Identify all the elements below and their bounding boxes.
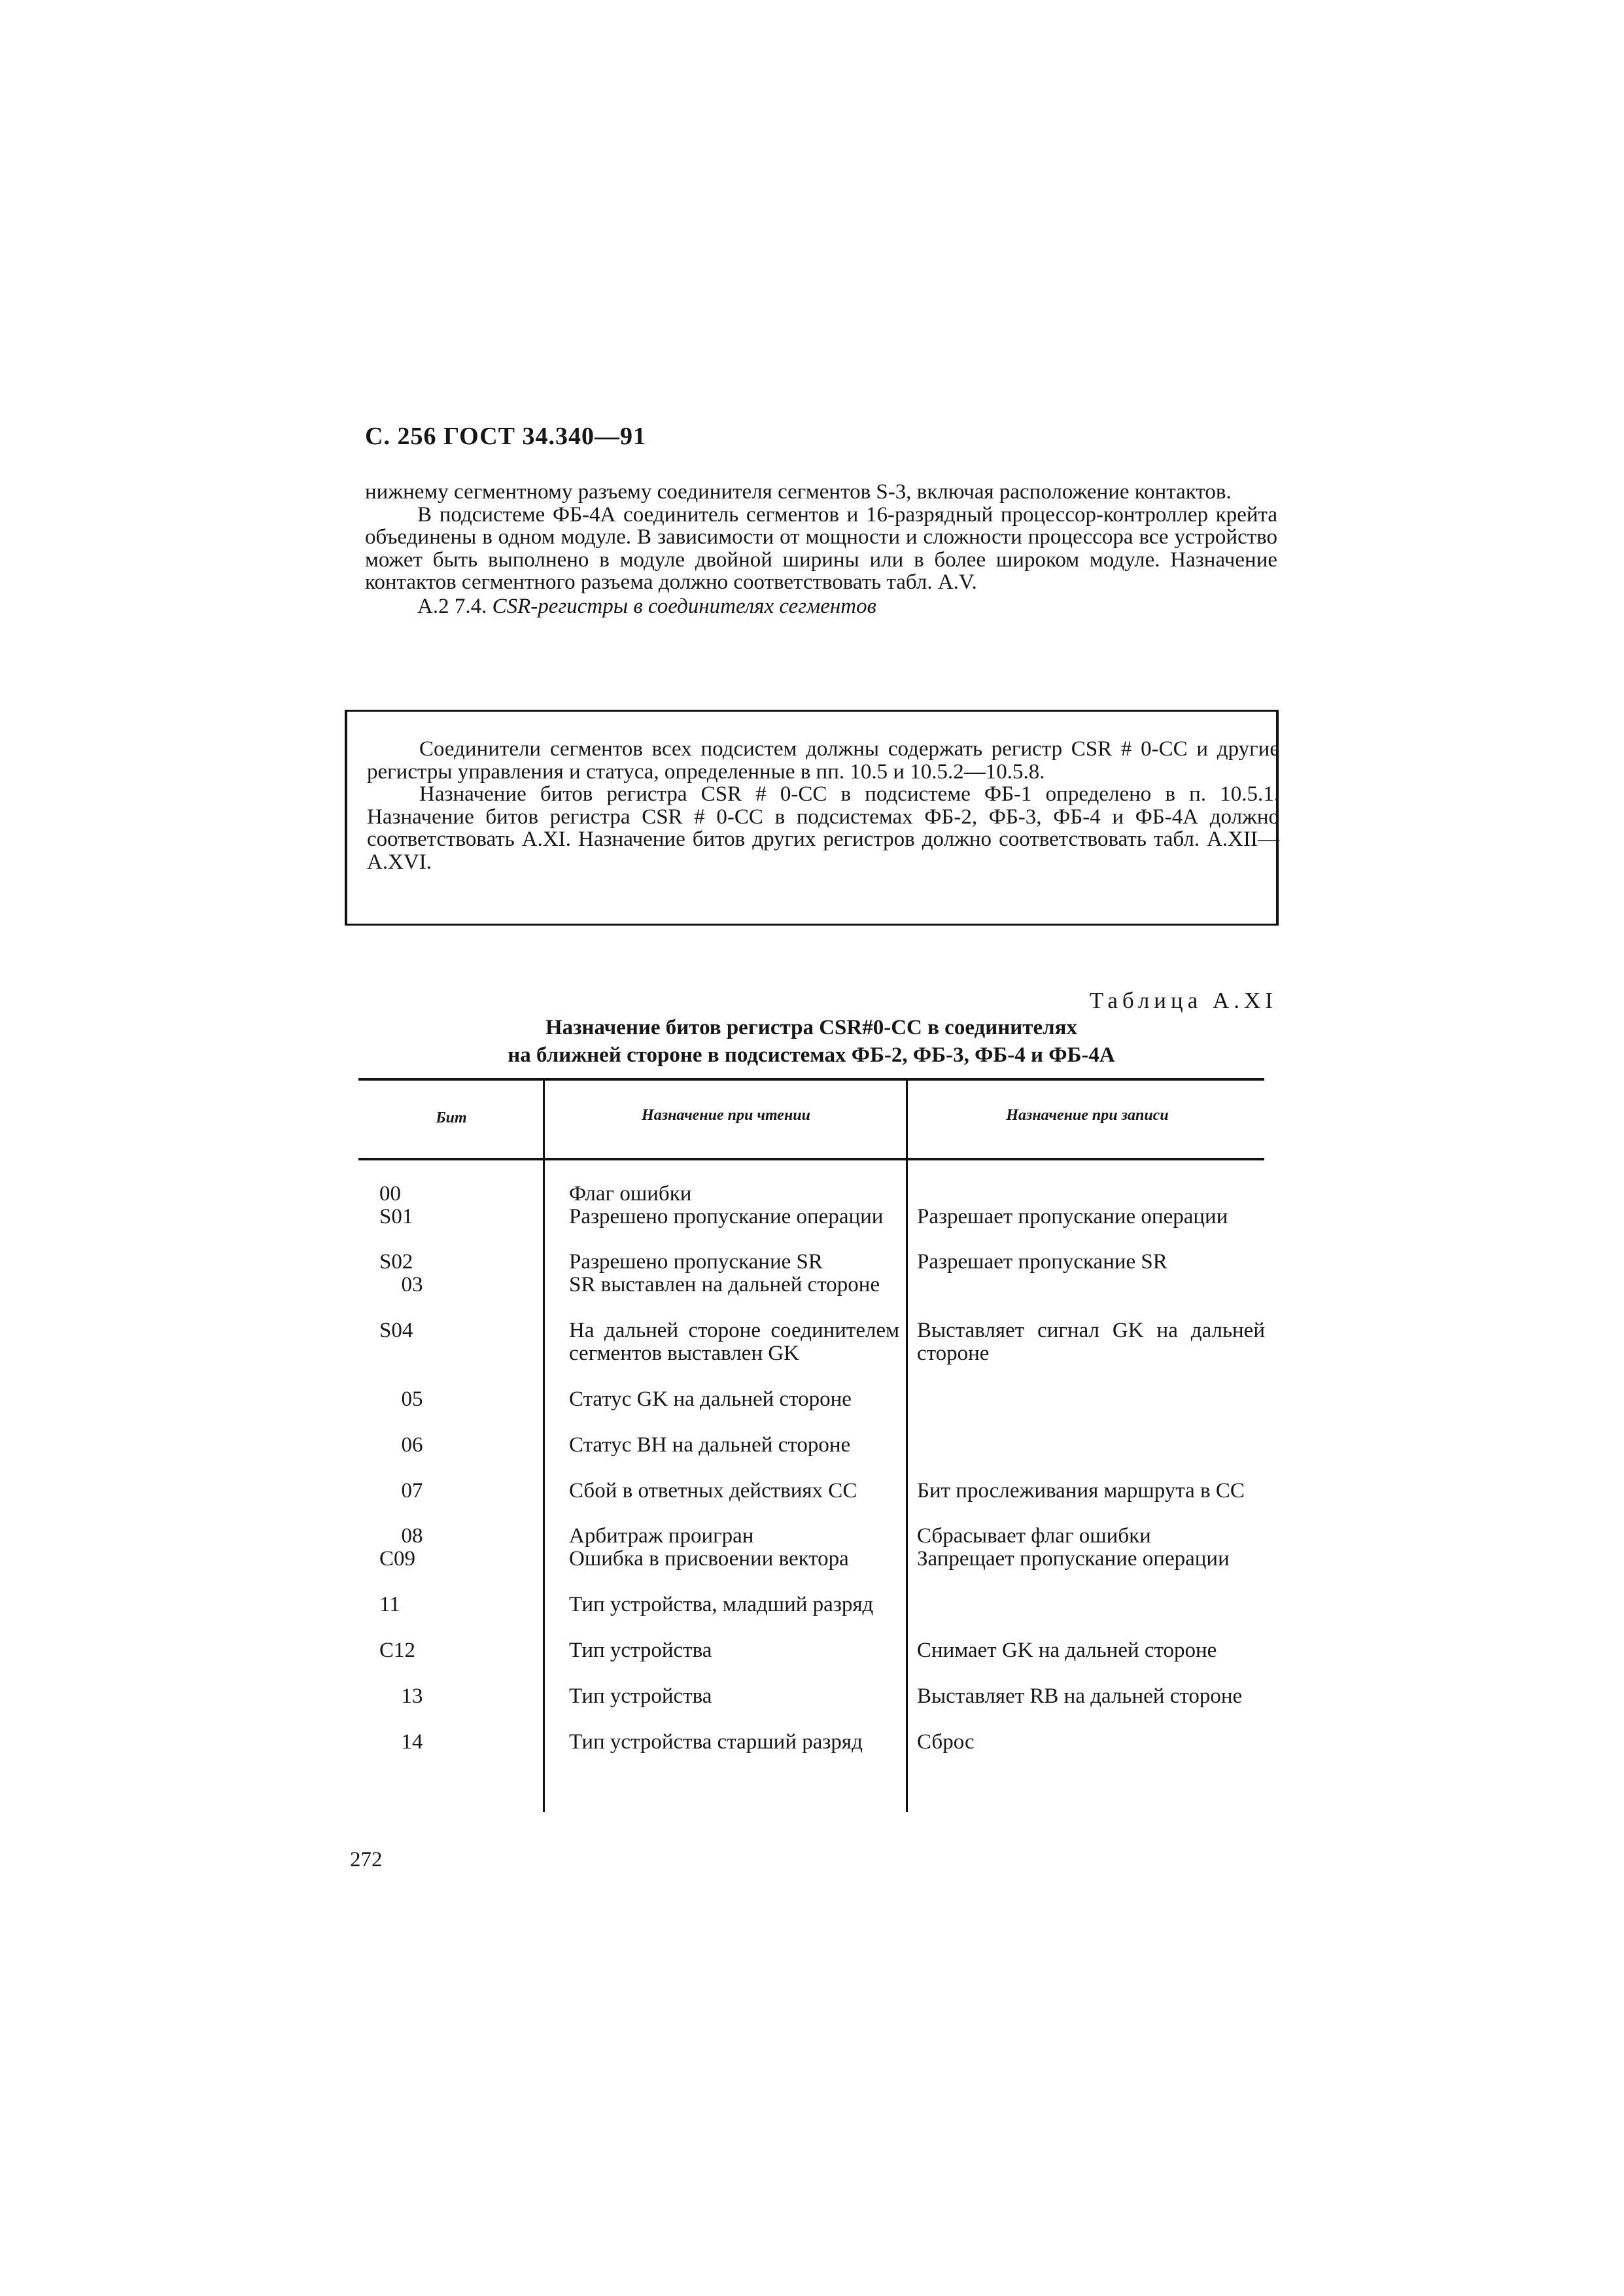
write-cell: Бит прослеживания маршрута в СС	[917, 1479, 1245, 1503]
read-cell: Тип устройства старший разряд	[569, 1730, 863, 1754]
intro-paragraph-1: нижнему сегментному разъему соединителя сегментов S-3, включая расположение контактов.	[365, 480, 1232, 504]
bit-cell: S04	[379, 1319, 413, 1342]
table-title-line-2: на ближней стороне в подсистемах ФБ-2, ФБ-3, ФБ-4 и ФБ-4А	[508, 1043, 1115, 1067]
section-heading	[365, 595, 1277, 618]
bit-cell: 06	[401, 1433, 423, 1457]
bit-cell: S02	[379, 1250, 413, 1274]
bit-cell: 00	[379, 1182, 401, 1206]
bit-cell: 03	[401, 1273, 423, 1296]
read-cell: Тип устройства, младший разряд	[569, 1593, 874, 1616]
bit-cell: 11	[379, 1593, 400, 1616]
bit-cell: S01	[379, 1205, 413, 1228]
boxed-paragraph-2: Назначение битов регистра CSR # 0-СС в подсистеме ФБ-1 определено в п. 10.5.1. Назначение битов регистра CSR # 0-СС в подсистемах ФБ-2, ФБ-3, ФБ-4 и ФБ-4А должно соответствовать A.XI. Назначение битов других регистров должно соответствовать табл. A.XII—A.XVI.	[367, 782, 1279, 874]
table-column-divider-1	[543, 1079, 545, 1812]
section-number: A.2 7.4.	[417, 594, 487, 618]
table-column-divider-2	[906, 1079, 908, 1812]
write-cell: Выставляет RB на дальней стороне	[917, 1684, 1243, 1708]
bit-cell: 07	[401, 1479, 423, 1503]
write-cell: Сбрасывает флаг ошибки	[917, 1524, 1151, 1548]
write-cell: Разрешает пропускание операции	[917, 1205, 1228, 1228]
read-cell: Разрешено пропускание SR	[569, 1250, 823, 1274]
write-cell: Разрешает пропускание SR	[917, 1250, 1167, 1274]
read-cell: На дальней стороне соединителем сегментов выставлен GK	[569, 1319, 899, 1365]
write-cell: Запрещает пропускание операции	[917, 1547, 1230, 1571]
header-write: Назначение при записи	[1006, 1107, 1169, 1124]
bit-cell: 08	[401, 1524, 423, 1548]
read-cell: Сбой в ответных действиях СС	[569, 1479, 857, 1503]
table-top-rule	[358, 1078, 1264, 1081]
intro-text	[365, 481, 1277, 617]
boxed-paragraph-1: Соединители сегментов всех подсистем должны содержать регистр CSR # 0-СС и другие регистры управления и статуса, определенные в пп. 10.5 и 10.5.2—10.5.8.	[367, 737, 1279, 784]
read-cell: Тип устройства	[569, 1684, 712, 1708]
write-cell: Снимает GK на дальней стороне	[917, 1639, 1217, 1662]
bit-cell: C09	[379, 1547, 416, 1571]
page-header: С. 256 ГОСТ 34.340—91	[365, 423, 646, 450]
read-cell: Разрешено пропускание операции	[569, 1205, 884, 1228]
read-cell: Арбитраж проигран	[569, 1524, 754, 1548]
intro-paragraph-2: В подсистеме ФБ-4А соединитель сегментов и 16-разрядный процессор-контроллер крейта объединены в одном модуле. В зависимости от мощности и сложности процессора все устройство может быть выполнено в модуле двойной ширины или в более широком модуле. Назначение контактов сегментного разъема должно соответствовать табл. A.V.	[365, 502, 1277, 594]
header-read: Назначение при чтении	[642, 1107, 810, 1124]
read-cell: Статус GK на дальней стороне	[569, 1387, 852, 1411]
bit-cell: C12	[379, 1639, 416, 1662]
read-cell: Флаг ошибки	[569, 1182, 692, 1206]
read-cell: Ошибка в присвоении вектора	[569, 1547, 849, 1571]
page-number: 272	[350, 1848, 383, 1871]
write-cell: Выставляет сигнал GK на дальней стороне	[917, 1319, 1265, 1365]
read-cell: SR выставлен на дальней стороне	[569, 1273, 880, 1296]
write-cell: Сброс	[917, 1730, 975, 1754]
table-title-line-1: Назначение битов регистра CSR#0-СС в соединителях	[545, 1016, 1077, 1039]
bit-cell: 14	[401, 1730, 423, 1754]
section-title: CSR-регистры в соединителях сегментов	[492, 594, 876, 618]
read-cell: Статус BH на дальней стороне	[569, 1433, 851, 1457]
table-title	[358, 1014, 1264, 1069]
bit-cell: 05	[401, 1387, 423, 1411]
bit-cell: 13	[401, 1684, 423, 1708]
table-label: Таблица A.XI	[1089, 988, 1277, 1013]
header-bit: Бит	[436, 1109, 467, 1126]
read-cell: Тип устройства	[569, 1639, 712, 1662]
boxed-requirement	[345, 710, 1279, 926]
table-header-rule	[358, 1158, 1264, 1160]
